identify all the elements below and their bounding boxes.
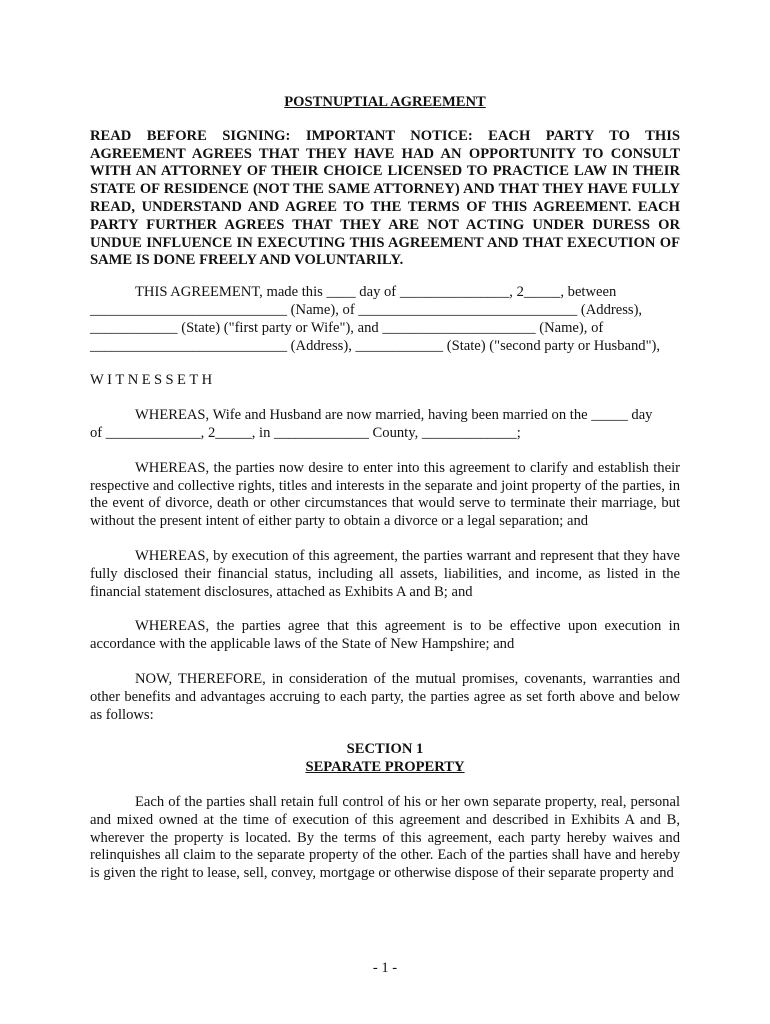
whereas-disclosed-paragraph: WHEREAS, by execution of this agreement, the parties warrant and represent that they have fully disclosed their financial status, including all assets, liabilities, and income, as listed in the financial statement disclosures, attached as Exhibits A and B; and	[90, 547, 680, 600]
page-number: - 1 -	[372, 960, 398, 976]
agreement-line-1: THIS AGREEMENT, made this ____ day of _______________, 2_____, between	[135, 284, 617, 301]
whereas-married-line-1: WHEREAS, Wife and Husband are now married, having been married on the _____ day	[135, 407, 653, 424]
document-body	[90, 94, 680, 883]
whereas-effective-paragraph: WHEREAS, the parties agree that this agreement is to be effective upon execution in accordance with the applicable laws of the State of New Hampshire; and	[90, 618, 680, 653]
section-title: SEPARATE PROPERTY	[305, 759, 465, 776]
agreement-line-2: ___________________________ (Name), of ______________________________ (Address),	[90, 301, 643, 318]
whereas-married-line-2: of _____________, 2_____, in _____________ County, _____________;	[90, 424, 521, 441]
section-1-paragraph: Each of the parties shall retain full control of his or her own separate property, real, personal and mixed owned at the time of execution of this agreement and described in Exhibits A and B, wherever the property is located. By the terms of this agreement, each party hereby waives and relinquishes all claim to the separate property of the other. Each of the parties shall have and hereby is given the right to lease, sell, convey, mortgage or otherwise dispose of their separate property and	[90, 793, 680, 882]
whereas-married-block	[90, 407, 680, 443]
witnesseth-heading: WITNESSETH	[90, 372, 216, 389]
section-number: SECTION 1	[346, 741, 424, 758]
agreement-line-4: ___________________________ (Address), ____________ (State) ("second party or Husband"),	[90, 337, 661, 354]
whereas-clarify-paragraph: WHEREAS, the parties now desire to enter into this agreement to clarify and establish their respective and collective rights, titles and interests in the separate and joint property of the parties, in the event of divorce, death or other circumstances that would serve to terminate their marriage, but without the present intent of either party to obtain a divorce or a legal separation; and	[90, 459, 680, 530]
agreement-parties-block	[90, 284, 680, 355]
important-notice: READ BEFORE SIGNING: IMPORTANT NOTICE: EACH PARTY TO THIS AGREEMENT AGREES THAT THEY HAVE HAD AN OPPORTUNITY TO CONSULT WITH AN ATTORNEY OF THEIR CHOICE LICENSED TO PRACTICE LAW IN THEIR STATE OF RESIDENCE (NOT THE SAME ATTORNEY) AND THAT THEY HAVE FULLY READ, UNDERSTAND AND AGREE TO THE TERMS OF THIS AGREEMENT. EACH PARTY FURTHER AGREES THAT THEY ARE NOT ACTING UNDER DURESS OR UNDUE INFLUENCE IN EXECUTING THIS AGREEMENT AND THAT EXECUTION OF SAME IS DONE FREELY AND VOLUNTARILY.	[90, 127, 680, 269]
now-therefore-paragraph: NOW, THEREFORE, in consideration of the mutual promises, covenants, warranties and other benefits and advantages accruing to each party, the parties agree as set forth above and below as follows:	[90, 670, 680, 723]
document-title: POSTNUPTIAL AGREEMENT	[284, 94, 486, 110]
agreement-line-3: ____________ (State) ("first party or Wife"), and _____________________ (Name), of	[90, 319, 604, 336]
section-1-heading	[90, 741, 680, 777]
